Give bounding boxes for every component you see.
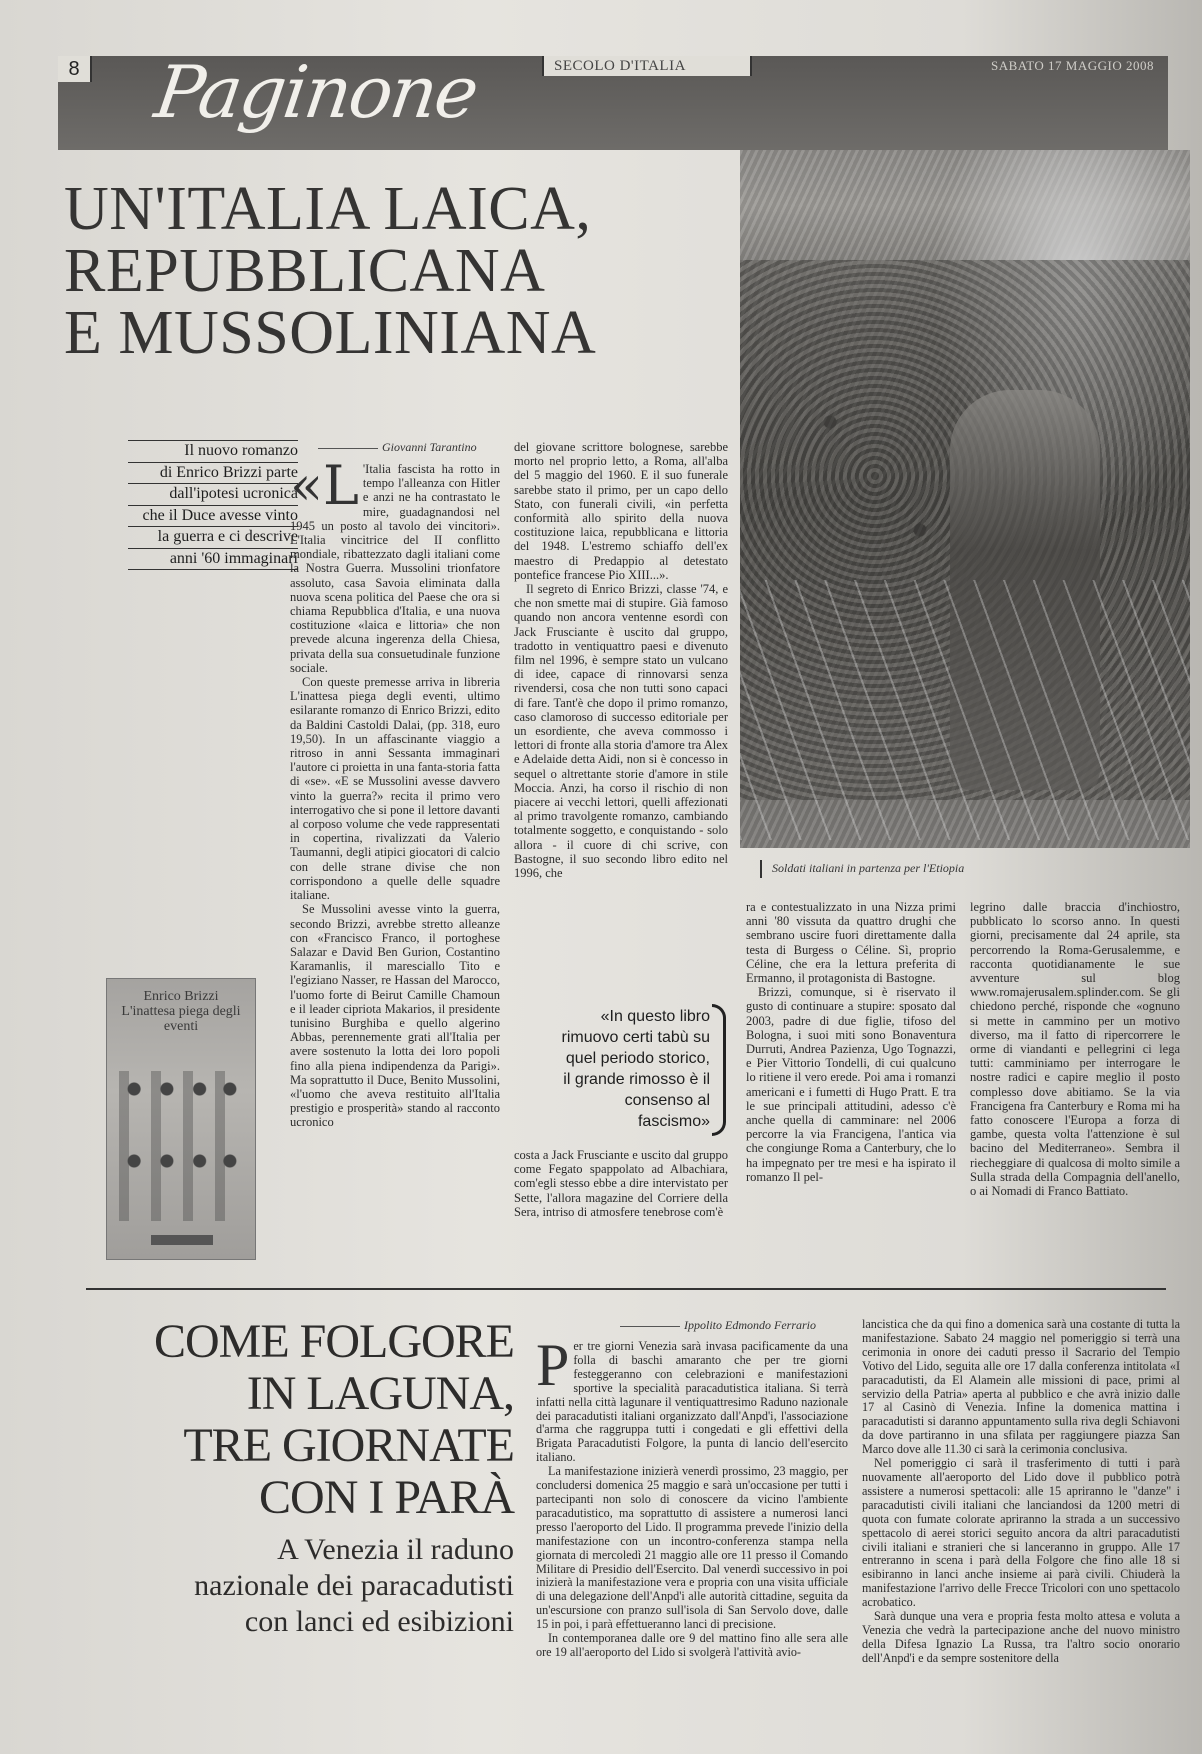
article1-column-2 [514,440,728,972]
article1-column-2-bottom: costa a Jack Frusciante e uscito dal gruppo come Fegato spappolato ad Albachiara, com'egli stesso ebbe a dire intervistato per Sette, l'allora magazine del Corriere della Sera, intriso di atmosfere tenebrose com'è [514,1148,728,1219]
headline-line: E MUSSOLINIANA [64,299,597,367]
deck-line: che il Duce avesse vinto [128,506,298,528]
paragraph: Se Mussolini avesse vinto la guerra, secondo Brizzi, avrebbe stretto alleanze con «Francisco Franco, il portoghese Salazar e David Ben Gurion, Costantino Karamanlis, il maresciallo Tito e l'egiziano Nasser, re Hassan del Marocco, l'uomo forte di Beirut Camille Chamoun e il leader cipriota Makarios, il presidente tunisino Burghiba e quello algerino Abbas, perennemente grati all'Italia per avere sostenuto la lotta dei loro popoli fino alla piena indipendenza da Parigi». Ma soprattutto il Duce, Benito Mussolini, «l'uomo che aveva restituito all'Italia prestigio e prosperità» stando al racconto ucronico [290,902,500,1130]
paragraph: legrino dalle braccia d'inchiostro, pubblicato lo scorso anno. In questi giorni, precisamente dal 24 aprile, sta percorrendo la Roma-Gerusalemme, e racconta quotidianamente le sue avventure sul blog www.romajerusalem.splinder.com. Se gli chiedono perché, risponde che «ognuno si mette in cammino per un motivo diverso, ma il fatto di ripercorrere le orme di viandanti e pellegrini ci lega tutti: camminiamo per interrogare le nostre radici e capire meglio il posto complesso dove abitiamo. Se la via Francigena fra Canterbury e Roma mi ha fatto conoscere l'Europa a forza di gambe, questa volta l'attenzione è sul bacino del Mediterraneo». Sembra il riecheggiare di qualcosa di molto simile a Sulla strada della Compagnia dell'anello, o ai Nomadi di Franco Battiato. [970,900,1180,1199]
headline-line: UN'ITALIA LAICA, [64,175,592,243]
deck-line: la guerra e ci descrive [128,527,298,549]
photo-caption: Soldati italiani in partenza per l'Etiopia [760,860,964,878]
headline-line: CON I PARÀ [259,1471,514,1524]
headline-line: REPUBBLICANA [64,237,546,305]
article1-column-1 [290,462,500,1272]
article1-column-3 [746,900,956,1272]
paragraph: lancistica che da qui fino a domenica sarà una costante di tutta la manifestazione. Sabato 24 maggio nel pomeriggio si terrà una cerimonia in onore dei caduti presso il Sacrario del Tempio Votivo del Lido, seguita alle ore 17 dalla conferenza intitolata «I paracadutisti, da El Alamein alle missioni di pace, primi al servizio della Patria» aperta al pubblico e che avrà inizio dalle 17 al Casinò di Venezia. Infine la domenica mattina i paracadutisti si daranno appuntamento sulla riva degli Schiavoni da dove partiranno in una sfilata per raggiungere piazza San Marco dove alle 11.30 ci sarà la cerimonia conclusiva. [862,1318,1180,1457]
paragraph: del giovane scrittore bolognese, sarebbe morto nel proprio letto, a Roma, all'alba del 5 maggio del 1960. E il suo funerale sarebbe stato il primo, per un capo dello Stato, con funerali civili, «in perfetta conformità allo spirito della nuova costituzione laica, repubblicana e littoria del 1948. L'estremo schiaffo dell'ex maestro di Predappio al detestato pontefice francese Pio XIII...». [514,440,728,582]
article1-byline: Giovanni Tarantino [318,440,477,455]
page-number: 8 [58,56,92,82]
article2-headline [96,1316,514,1524]
page-header [58,50,1168,150]
subhead-line: nazionale dei paracadutisti [194,1569,514,1602]
deck-line: anni '60 immaginari [128,549,298,571]
deck-line: di Enrico Brizzi parte [128,463,298,485]
paragraph: Nel pomeriggio ci sarà il trasferimento di tutti i parà nuovamente all'aeroporto del Lido dove il pubblico potrà assistere a numerosi spettacoli: alle 15 apriranno le "danze" i paracadutisti civili italiani che lanciandosi da 1200 metri di quota con fumate colorate apriranno la strada a un successivo spettacolo di aerei storici seguito ancora da altri paracadutisti civili italiani e stranieri che si lanceranno in gruppo. Alle 17 entreranno in scena i parà della Folgore che fino alle 18 si esibiranno in lanci anche insieme ai parà civili. Chiuderà la manifestazione l'arrivo delle Frecce Tricolori con uno spettacolo acrobatico. [862,1456,1180,1610]
book-cover-text [107,989,255,1034]
article2-subhead [110,1532,514,1640]
paragraph: Il segreto di Enrico Brizzi, classe '74, e che non smette mai di stupire. Già famoso quando non ancora ventenne esordì con Jack Frusciante è uscito dal gruppo, tradotto in ventiquattro paesi e divenuto film nel 1996, è sempre stato un vulcano di idee, capace di rinnovarsi senza rivendersi, cosa che non tutti sono capaci di fare. Tant'è che dopo il primo romanzo, caso clamoroso di successo editoriale per un esordiente, che aveva commosso i lettori di fronte alla storia d'amore tra Alex e Adelaide detta Aidi, non si è concesso in sequel o altrettante storie d'amore in stile Moccia. Anzi, ha corso il rischio di non piacere ai vecchi lettori, quelli affezionati al primo travolgente romanzo, cambiando totalmente soggetto, e conquistando - solo allora - il cuore di chi scrive, con Bastogne, il suo secondo libro edito nel 1996, che [514,582,728,881]
article2-column-2 [862,1318,1180,1744]
paragraph [536,1340,848,1465]
paragraph-text: 'Italia fascista ha rotto in tempo l'alleanza con Hitler e anzi ne ha contrastato le mire, guadagnandosi nel 1945 un posto al tavolo dei vincitori». L'Italia vincitrice del II conflitto mondiale, ribattezzato dagli italiani come la Nostra Guerra. Mussolini trionfatore assoluto, casa Savoia eliminata dalla nuova scena politica del Paese che ora si chiama Repubblica d'Italia, e una nuova costituzione «laica e littoria» che non prevede alcuna ingerenza della Chiesa, privata della sua consuetudinale funzione sociale. [290,462,500,675]
deck-line: Il nuovo romanzo [128,440,298,463]
drop-cap: P [536,1340,570,1398]
paragraph: Con queste premesse arriva in libreria L'inattesa piega degli eventi, ultimo esilarante romanzo di Enrico Brizzi, edito da Baldini Castoldi Dalai, (pp. 318, euro 19,50). In un affascinante viaggio a ritroso in anni Sessanta immaginari l'autore ci proietta in una fanta-storia fatta di «se». «E se Mussolini avesse davvero vinto la guerra?» recita il primo vero interrogativo che si pone il lettore davanti al corposo volume che vede rappresentati in copertina, rivalizzati da Valerio Taumanni, degli atipici giocatori di calcio con delle strane divise che non corrispondono a quelle delle squadre italiane. [290,675,500,903]
photo-railing [740,580,1190,840]
book-cover [106,978,256,1260]
pull-quote: «In questo libro rimuovo certi tabù su quel periodo storico, il grande rimosso è il consenso al fascismo» [561,1008,710,1130]
book-cover-band [151,1235,213,1245]
headline-line: IN LAGUNA, [246,1367,514,1420]
paragraph [290,462,500,675]
section-title: Paginone [150,50,482,134]
paragraph-text: er tre giorni Venezia sarà invasa pacificamente da una folla di baschi amaranto che per tre giorni festeggeranno con celebrazioni e manifestazioni sportive la specialità paracadutistica italiana. Si terrà infatti nella città lagunare il ventiquattresimo Raduno nazionale dei paracadutisti italiani organizzato dall'Anpd'i, l'associazione d'arma che raggruppa tutti i congedati e gli effettivi della Brigata Paracadutisti Folgore, la punta di lancio dell'esercito italiano. [536,1340,848,1465]
issue-date: SABATO 17 MAGGIO 2008 [990,58,1154,73]
book-author: Enrico Brizzi [143,989,219,1004]
paragraph: La manifestazione inizierà venerdì prossimo, 23 maggio, per concludersi domenica 25 maggio e sarà un'occasione per tutti i partecipanti non solo di conoscere da vicino l'ambiente paracadutistico, ma soprattutto di assistere a numerosi lanci presso l'aeroporto del Lido. Il programma prevede l'inizio della manifestazione con un incontro-conferenza stampa nella giornata di mercoledì 21 maggio alle ore 11 presso il Comando Militare di Presidio dell'Esercito. Dal venerdì successivo in poi inizierà la manifestazione vera e propria con una visita ufficiale di una delegazione dell'Anpd'i alle autorità cittadine, seguita da un'escursione con pranzo sull'isola di San Servolo dove, dalle 15 in poi, i parà effettueranno lanci di precisione. [536,1464,848,1632]
article1-deck [128,440,298,570]
newspaper-name: SECOLO D'ITALIA [542,56,752,76]
paragraph: In contemporanea dalle ore 9 del mattino fino alle sera alle ore 19 all'aeroporto del Lido si svolgerà l'attività avio- [536,1631,848,1659]
article1-column-4 [970,900,1180,1272]
headline-line: TRE GIORNATE [183,1419,514,1472]
section-divider [86,1288,1166,1290]
subhead-line: A Venezia il raduno [277,1533,514,1566]
book-title: L'inattesa piega degli eventi [121,1004,241,1034]
headline-line: COME FOLGORE [153,1315,514,1368]
article1-headline [64,175,744,367]
paragraph: Brizzi, comunque, si è riservato il gusto di continuare a stupire: sposato dal 2003, padre di due figlie, tifoso del Bologna, i suoi miti sono Bonaventura Durruti, Andrea Pazienza, Ugo Tognazzi, e Pier Vittorio Tondelli, di cui qualcuno lo ritiene il vero erede. Poi ama i romanzi americani e i fumetti di Hugo Pratt. E tra le sue principali attitudini, adesso c'è anche quella di camminare: nel 2006 percorre la via Francigena, l'antica via che congiunge Roma a Canterbury, che lo ha impegnato per tre mesi e ha ispirato il romanzo Il pel- [746,985,956,1184]
subhead-line: con lanci ed esibizioni [244,1605,514,1638]
article2-byline: Ippolito Edmondo Ferrario [620,1318,816,1333]
book-cover-illustration [119,1071,245,1221]
soldiers-photo [740,150,1190,848]
deck-line: dall'ipotesi ucronica [128,484,298,506]
pull-quote-bracket [712,1004,726,1136]
paragraph: Sarà dunque una vera e propria festa molto attesa e voluta a Venezia che vedrà la partecipazione anche del nuovo ministro della Difesa Ignazio La Russa, tra l'altro socio onorario dell'Anpd'i e da sempre sostenitore della [862,1609,1180,1665]
article2-column-1 [536,1340,848,1744]
paragraph: ra e contestualizzato in una Nizza primi anni '80 vissuta da quattro drughi che sembrano uscire fuori direttamente dalla testa di Burgess o Céline. Sì, proprio Céline, che era la lettura preferita di Ermanno, il protagonista di Bastogne. [746,900,956,986]
drop-cap: «L [290,462,359,517]
